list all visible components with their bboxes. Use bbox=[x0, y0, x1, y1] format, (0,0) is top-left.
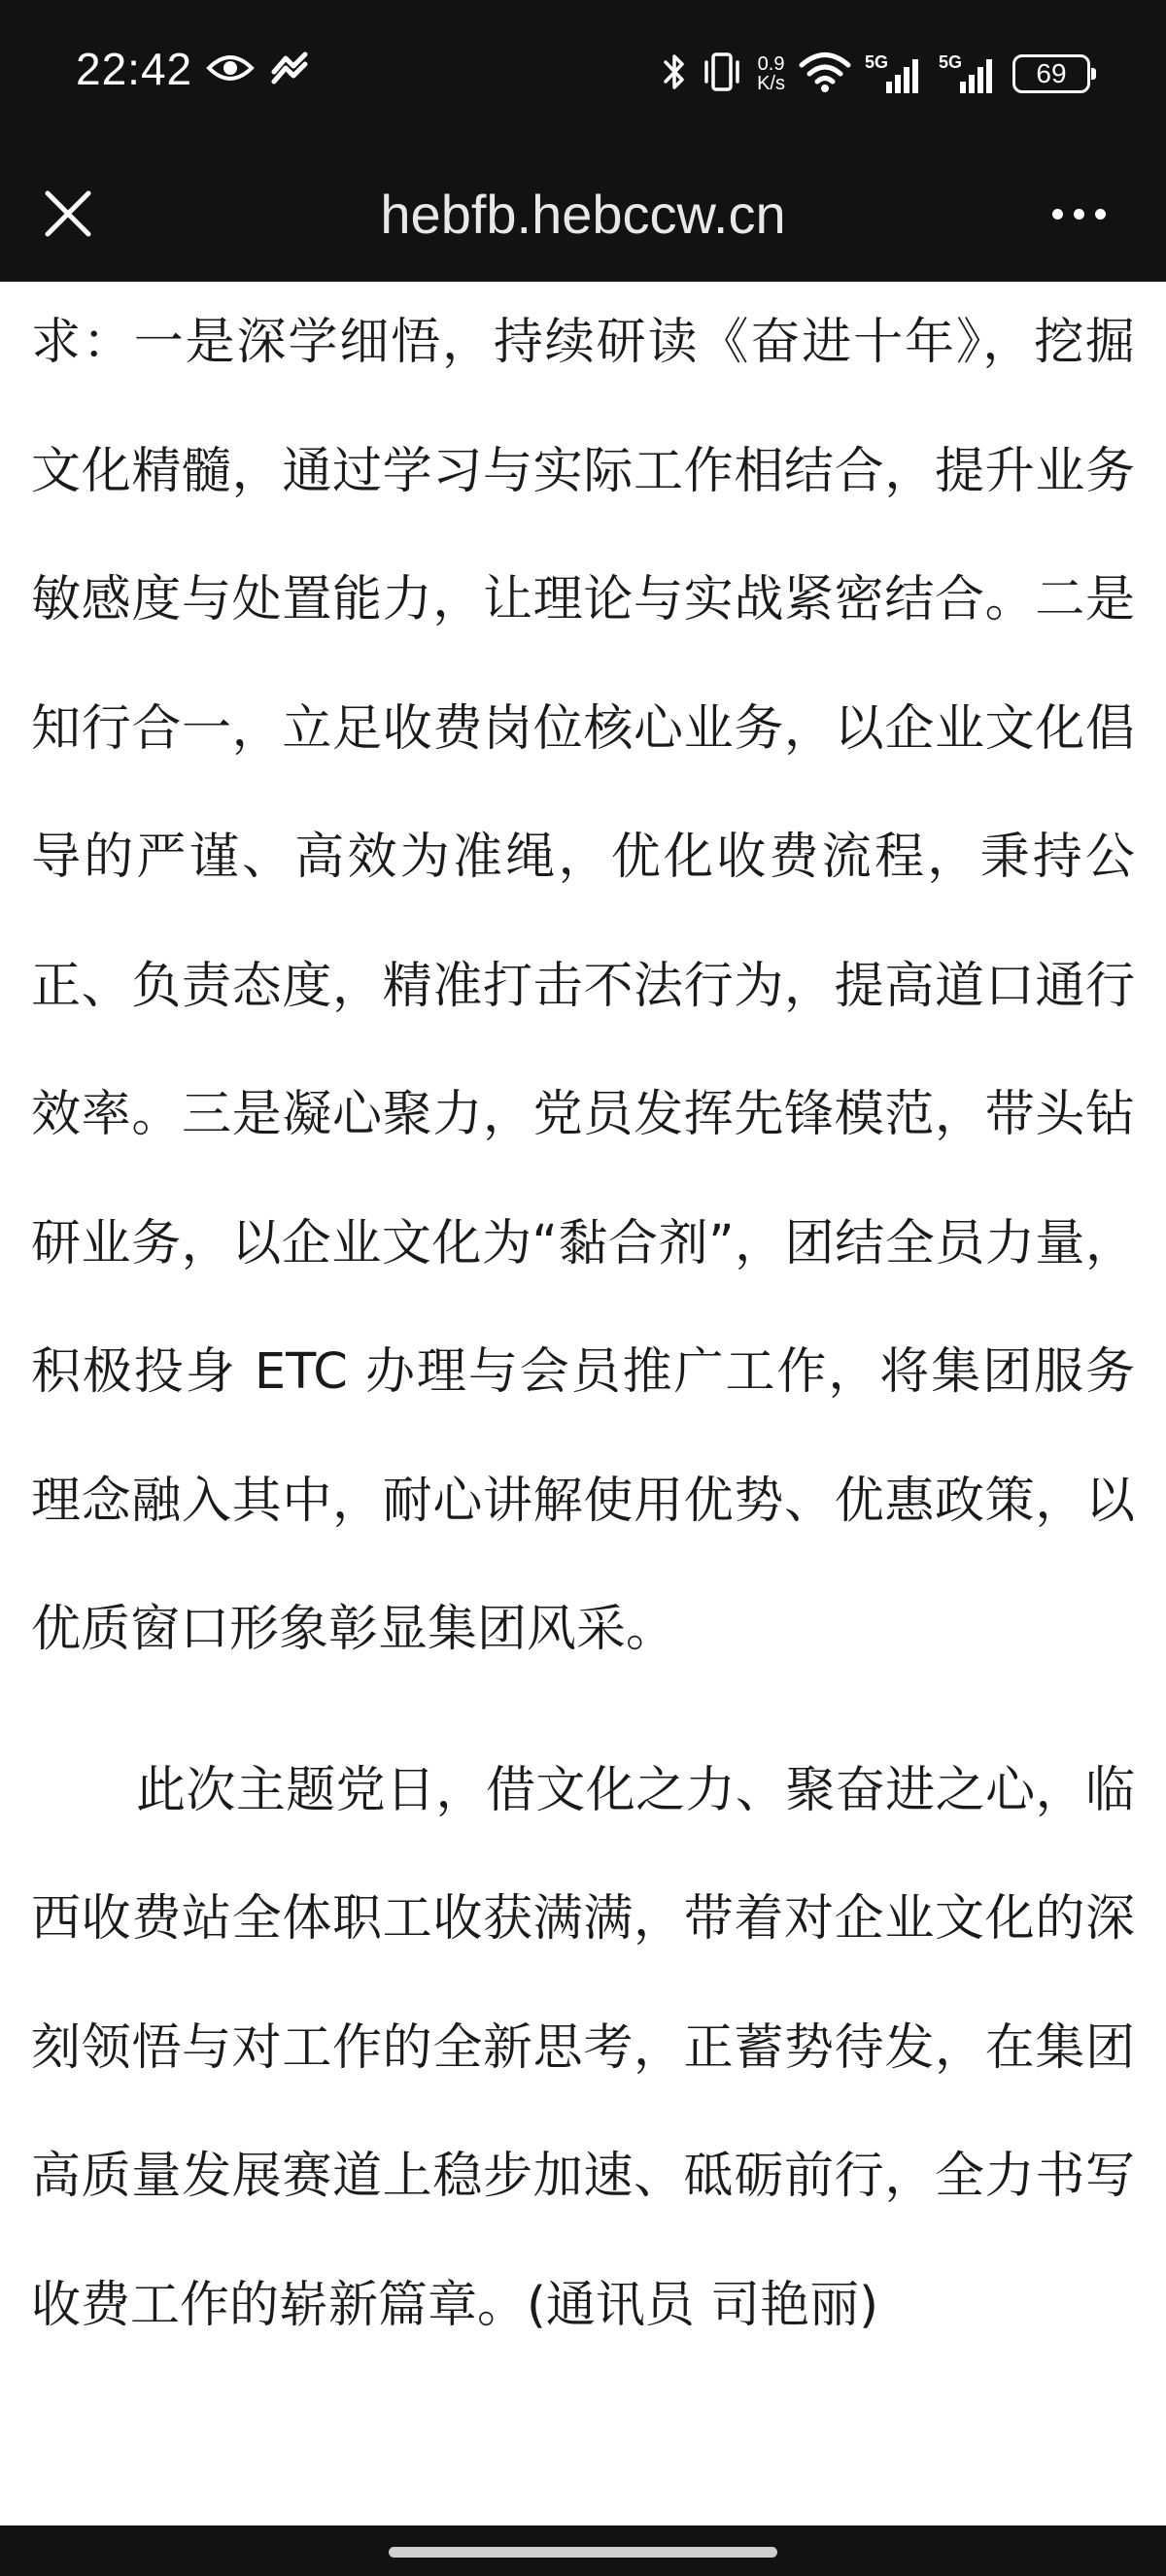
eye-icon bbox=[206, 49, 255, 91]
status-bar bbox=[0, 0, 1166, 146]
network-speed-unit: K/s bbox=[757, 73, 785, 94]
signal-label-2: 5G bbox=[939, 52, 963, 72]
signal-label: 5G bbox=[865, 52, 889, 72]
article-paragraph: 此次主题党日，借文化之力、聚奋进之心，临西收费站全体职工收获满满，带着对企业文化的深刻领悟与对工作的全新思考，正蓄势待发，在集团高质量发展赛道上稳步加速、砥砺前行，全力书写收费工作的崭新篇章。(通讯员 司艳丽) bbox=[31, 1761, 1135, 2334]
more-icon bbox=[1052, 209, 1106, 220]
status-system-icons bbox=[662, 45, 1090, 103]
wifi-icon bbox=[799, 51, 851, 97]
network-speed bbox=[757, 54, 785, 93]
page-url-title: hebfb.hebccw.cn bbox=[380, 183, 786, 245]
battery-level: 69 bbox=[1036, 58, 1067, 88]
bluetooth-icon bbox=[662, 51, 687, 97]
battery-icon bbox=[1012, 54, 1090, 93]
network-speed-value: 0.9 bbox=[757, 53, 785, 75]
vibrate-icon bbox=[701, 51, 743, 97]
home-indicator[interactable] bbox=[389, 2547, 777, 2558]
browser-toolbar bbox=[0, 146, 1166, 282]
system-navigation-bar bbox=[0, 2525, 1166, 2576]
close-icon bbox=[43, 188, 93, 239]
article-content bbox=[31, 282, 1135, 2370]
more-menu-button[interactable] bbox=[1030, 175, 1127, 253]
article-paragraph: 求：一是深学细悟，持续研读《奋进十年》，挖掘文化精髓，通过学习与实际工作相结合，提升业务敏感度与处置能力，让理论与实战紧密结合。二是知行合一，立足收费岗位核心业务，以企业文化倡导的严谨、高效为准绳，优化收费流程，秉持公正、负责态度，精准打击不法行为，提高道口通行效率。三是凝心聚力，党员发挥先锋模范，带头钻研业务，以企业文化为“黏合剂”，团结全员力量，积极投身 ETC 办理与会员推广工作，将集团服务理念融入其中，耐心讲解使用优势、优惠政策，以优质窗口形象彰显集团风采。 bbox=[31, 314, 1135, 1658]
status-notification-icons bbox=[206, 49, 311, 91]
nfc-icon bbox=[268, 49, 311, 91]
signal-icon bbox=[865, 52, 925, 95]
status-time: 22:42 bbox=[76, 44, 193, 94]
close-button[interactable] bbox=[29, 175, 107, 253]
signal-icon-2 bbox=[939, 52, 999, 95]
